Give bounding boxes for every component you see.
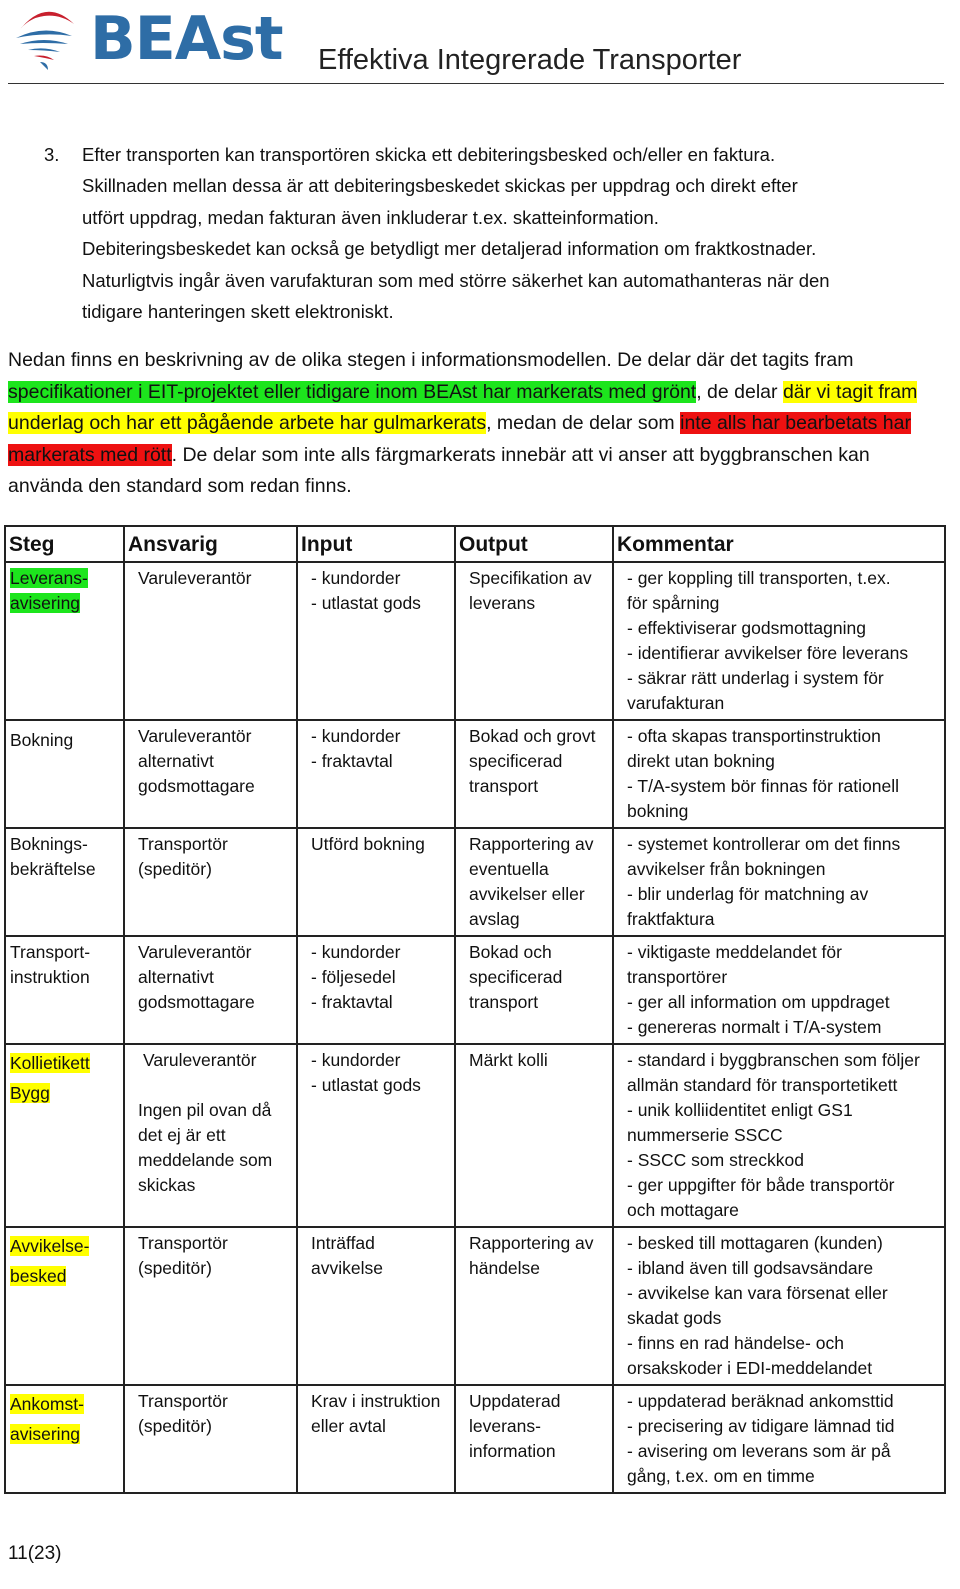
cell-line: meddelande som [138, 1150, 273, 1170]
ansvarig-cell [124, 1385, 297, 1493]
cell-line: - precisering av tidigare lämnad tid [627, 1416, 895, 1436]
kommentar-cell [613, 936, 945, 1044]
cell-line: eller avtal [311, 1416, 386, 1436]
steg-label: Bokning [10, 730, 74, 750]
cell-line: Krav i instruktion [311, 1391, 441, 1411]
cell-line: - ger koppling till transporten, t.ex. [627, 568, 891, 588]
header-steg: Steg [5, 526, 124, 562]
cell-line: för spårning [627, 593, 720, 613]
cell-line: Uppdaterad [469, 1391, 561, 1411]
kommentar-cell [613, 720, 945, 828]
cell-line: - kundorder [311, 726, 401, 746]
steg-label: bekräftelse [10, 859, 96, 879]
green-highlight: specifikationer i EIT-projektet eller tidigare inom BEAst har markerats med grönt [8, 380, 697, 403]
cell-line: specificerad [469, 751, 563, 771]
ansvarig-cell [124, 562, 297, 720]
kommentar-cell [613, 1227, 945, 1385]
item-number: 3. [44, 144, 60, 165]
table-header-row [5, 526, 945, 562]
header-divider [8, 83, 944, 84]
ansvarig-cell [124, 828, 297, 936]
steg-label: Leverans- [10, 568, 88, 588]
cell-line: Märkt kolli [469, 1050, 548, 1070]
input-cell [297, 562, 455, 720]
steg-label: instruktion [10, 967, 90, 987]
cell-line: - uppdaterad beräknad ankomsttid [627, 1391, 894, 1411]
steps-table [4, 525, 946, 1494]
cell-line: (speditör) [138, 859, 212, 879]
steg-label: Boknings- [10, 834, 88, 854]
cell-line: leverans- [469, 1416, 541, 1436]
cell-line: - SSCC som streckkod [627, 1150, 804, 1170]
steg-cell [5, 1044, 124, 1227]
cell-line: - standard i byggbranschen som följer [627, 1050, 920, 1070]
cell-line: information [469, 1441, 556, 1461]
cell-line: - finns en rad händelse- och [627, 1333, 844, 1353]
table-row [5, 936, 945, 1044]
intro-text: , medan de delar som [486, 412, 681, 435]
steg-label: Avvikelse- [10, 1236, 90, 1256]
item-line: Debiteringsbeskedet kan också ge betydligt mer detaljerad information om fraktkostnader. [82, 238, 817, 260]
cell-line: (speditör) [138, 1258, 212, 1278]
cell-line: avvikelser från bokningen [627, 859, 826, 879]
cell-line: - effektiviserar godsmottagning [627, 618, 866, 638]
cell-line: - ibland även till godsavsändare [627, 1258, 874, 1278]
table-row [5, 1385, 945, 1493]
table-row [5, 1044, 945, 1227]
steg-label: besked [10, 1266, 67, 1286]
cell-line: Rapportering av [469, 1233, 594, 1253]
header-ansvarig: Ansvarig [124, 526, 297, 562]
cell-line: och mottagare [627, 1200, 739, 1220]
output-cell [455, 936, 613, 1044]
beast-logo [10, 2, 283, 76]
page-number: 11(23) [8, 1543, 62, 1564]
steg-cell [5, 1385, 124, 1493]
cell-line: - säkrar rätt underlag i system för [627, 668, 884, 688]
cell-line: Varuleverantör [138, 568, 252, 588]
yellow-highlight: där vi tagit fram [782, 380, 918, 403]
steg-cell [5, 1227, 124, 1385]
cell-line: Rapportering av [469, 834, 594, 854]
input-cell [297, 1385, 455, 1493]
cell-line: - kundorder [311, 568, 401, 588]
header-title: Effektiva Integrerade Transporter [318, 44, 742, 76]
output-cell [455, 828, 613, 936]
cell-line: - unik kolliidentitet enligt GS1 [627, 1100, 853, 1120]
cell-line: alternativt [138, 751, 214, 771]
cell-line: godsmottagare [138, 776, 255, 796]
cell-line: - avvikelse kan vara försenat eller [627, 1283, 888, 1303]
cell-line: nummerserie SSCC [627, 1125, 783, 1145]
cell-line: Ingen pil ovan då [138, 1100, 272, 1120]
intro-paragraph [8, 345, 938, 503]
steg-label: Transport- [10, 942, 91, 962]
steg-cell [5, 828, 124, 936]
cell-line: transportörer [627, 967, 728, 987]
cell-line: skickas [138, 1175, 196, 1195]
cell-line: - kundorder [311, 942, 401, 962]
steg-cell [5, 720, 124, 828]
ansvarig-cell [124, 1227, 297, 1385]
output-cell [455, 1044, 613, 1227]
output-cell [455, 562, 613, 720]
cell-line: avvikelser eller [469, 884, 585, 904]
header-kommentar: Kommentar [613, 526, 945, 562]
input-cell [297, 1044, 455, 1227]
cell-line: - identifierar avvikelser före leverans [627, 643, 909, 663]
header-output: Output [455, 526, 613, 562]
item-line: utfört uppdrag, medan fakturan även inkluderar t.ex. skatteinformation. [82, 206, 659, 228]
kommentar-cell [613, 1385, 945, 1493]
cell-line: allmän standard för transportetikett [627, 1075, 898, 1095]
cell-line: Varuleverantör [143, 1050, 257, 1070]
cell-line: Bokad och [469, 942, 552, 962]
cell-line: händelse [469, 1258, 541, 1278]
output-cell [455, 720, 613, 828]
kommentar-cell [613, 828, 945, 936]
input-cell [297, 720, 455, 828]
input-cell [297, 936, 455, 1044]
header-input: Input [297, 526, 455, 562]
cell-line: - ofta skapas transportinstruktion [627, 726, 881, 746]
table-row [5, 562, 945, 720]
cell-line: Specifikation av [469, 568, 592, 588]
cell-line: direkt utan bokning [627, 751, 775, 771]
item-line: Efter transporten kan transportören skicka ett debiteringsbesked och/eller en faktura. [82, 144, 776, 165]
steg-label: avisering [10, 593, 81, 613]
intro-text: . De delar som inte alls färgmarkerats innebär att vi anser att byggbranschen kan använda den standard som redan finns. [8, 443, 870, 498]
cell-line: avvikelse [311, 1258, 383, 1278]
cell-line: fraktfaktura [627, 909, 715, 929]
cell-line: Utförd bokning [311, 834, 425, 854]
cell-line: Varuleverantör [138, 942, 252, 962]
cell-line: gång, t.ex. om en timme [627, 1466, 815, 1486]
cell-line: Transportör [138, 834, 228, 854]
cell-line: - fraktavtal [311, 751, 393, 771]
steg-cell [5, 936, 124, 1044]
cell-line: - ger uppgifter för både transportör [627, 1175, 895, 1195]
cell-line: orsakskoder i EDI-meddelandet [627, 1358, 873, 1378]
cell-line: bokning [627, 801, 689, 821]
cell-line: eventuella [469, 859, 549, 879]
cell-line: - ger all information om uppdraget [627, 992, 890, 1012]
input-cell [297, 1227, 455, 1385]
output-cell [455, 1227, 613, 1385]
cell-line: transport [469, 776, 539, 796]
logo-swirl-icon [10, 2, 80, 76]
item-line: Naturligtvis ingår även varufakturan som med större säkerhet kan automathanteras när den [82, 269, 830, 291]
cell-line: - följesedel [311, 967, 396, 987]
ansvarig-cell [124, 1044, 297, 1227]
cell-line: Bokad och grovt [469, 726, 596, 746]
output-cell [455, 1385, 613, 1493]
kommentar-cell [613, 562, 945, 720]
cell-line: - genereras normalt i T/A-system [627, 1017, 882, 1037]
steg-label: Kollietikett [10, 1053, 90, 1073]
cell-line: alternativt [138, 967, 214, 987]
cell-line: - kundorder [311, 1050, 401, 1070]
cell-line: - viktigaste meddelandet för [627, 942, 842, 962]
cell-line: Varuleverantör [138, 726, 252, 746]
cell-line: godsmottagare [138, 992, 255, 1012]
steg-label: Ankomst- [10, 1394, 84, 1414]
spacer [138, 1073, 292, 1098]
cell-line: - utlastat gods [311, 1075, 421, 1095]
steg-label: Bygg [10, 1083, 50, 1103]
cell-line: leverans [469, 593, 536, 613]
cell-line: - utlastat gods [311, 593, 421, 613]
cell-line: skadat gods [627, 1308, 722, 1328]
table-row [5, 1227, 945, 1385]
cell-line: Inträffad [311, 1233, 375, 1253]
page-header [0, 0, 960, 86]
cell-line: - avisering om leverans som är på [627, 1441, 891, 1461]
cell-line: - fraktavtal [311, 992, 393, 1012]
item-line: Skillnaden mellan dessa är att debiteringsbeskedet skickas per uppdrag och direkt efter [82, 175, 798, 197]
cell-line: avslag [469, 909, 520, 929]
input-cell [297, 828, 455, 936]
intro-text: , de delar [696, 380, 783, 403]
item-text [82, 139, 942, 327]
intro-text: Nedan finns en beskrivning av de olika stegen i informationsmodellen. De delar där det tagits fram [8, 349, 854, 371]
steg-cell [5, 562, 124, 720]
cell-line: det ej är ett [138, 1125, 226, 1145]
ansvarig-cell [124, 936, 297, 1044]
cell-line: specificerad [469, 967, 563, 987]
cell-line: transport [469, 992, 539, 1012]
red-highlight: inte alls har bearbetats har markerats med rött [8, 412, 911, 466]
yellow-highlight: underlag och har ett pågående arbete har gulmarkerats [8, 412, 487, 435]
kommentar-cell [613, 1044, 945, 1227]
logo-text: BEAst [90, 4, 283, 74]
item-line: tidigare hanteringen skett elektroniskt. [82, 301, 394, 323]
table-row [5, 720, 945, 828]
cell-line: - blir underlag för matchning av [627, 884, 869, 904]
ansvarig-cell [124, 720, 297, 828]
table-row [5, 828, 945, 936]
cell-line: - systemet kontrollerar om det finns [627, 834, 901, 854]
cell-line: Transportör [138, 1233, 228, 1253]
cell-line: - besked till mottagaren (kunden) [627, 1233, 883, 1253]
cell-line: - T/A-system bör finnas för rationell [627, 776, 899, 796]
cell-line: Transportör [138, 1391, 228, 1411]
steg-label: avisering [10, 1424, 81, 1444]
cell-line: varufakturan [627, 693, 725, 713]
cell-line: (speditör) [138, 1416, 212, 1436]
